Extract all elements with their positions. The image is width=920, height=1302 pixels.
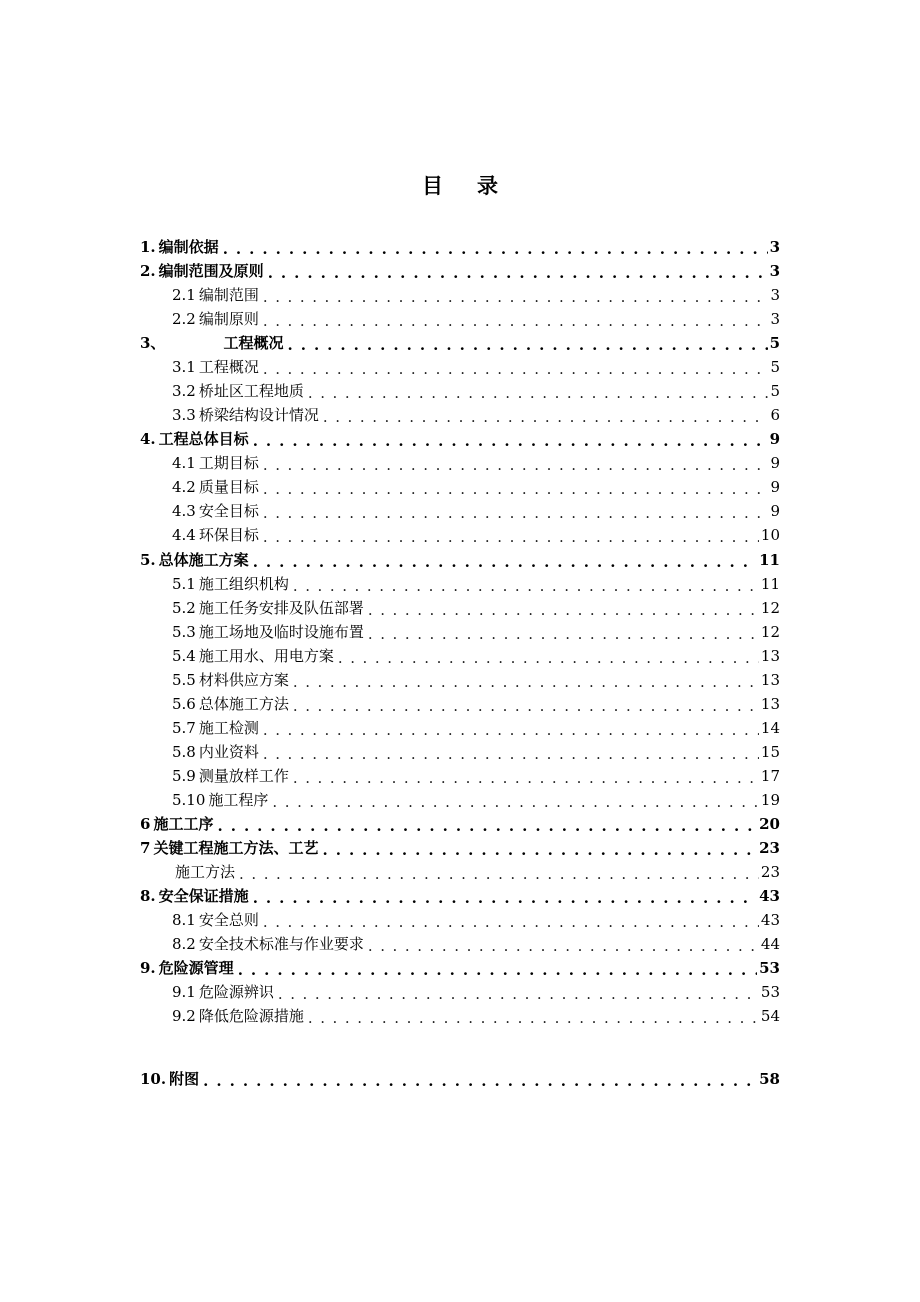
toc-entry-title: 工期目标: [198, 454, 259, 472]
toc-subentry[interactable]: [172, 930, 780, 954]
toc-page-number: 14: [760, 719, 780, 737]
toc-entry-number: 8.1: [172, 911, 196, 929]
toc-subentry[interactable]: [172, 714, 780, 738]
toc-subentry[interactable]: [172, 377, 780, 401]
toc-entry-title: 总体施工方法: [198, 695, 289, 713]
toc-leader-dots: [338, 648, 759, 666]
toc-entry-title: 施工组织机构: [198, 575, 289, 593]
toc-subentry[interactable]: [172, 738, 780, 762]
toc-entry[interactable]: [140, 810, 780, 834]
toc-entry-title: 工程概况: [198, 358, 259, 376]
toc-leader-dots: [368, 600, 759, 618]
toc-entry-label: [172, 598, 366, 618]
toc-leader-dots: [263, 311, 768, 329]
toc-entry-title: 降低危险源措施: [198, 1007, 304, 1025]
toc-page-number: 15: [760, 743, 780, 761]
toc-entry-label: [172, 453, 261, 473]
toc-leader-dots: [263, 744, 759, 762]
toc-entry-title: 编制依据: [158, 238, 219, 256]
toc-entry[interactable]: [140, 546, 780, 570]
toc-entry[interactable]: [140, 834, 780, 858]
toc-subentry[interactable]: [172, 858, 780, 882]
toc-subentry[interactable]: [172, 449, 780, 473]
toc-entry-label: [172, 1006, 306, 1026]
toc-entry[interactable]: [140, 1065, 780, 1089]
toc-page-number: 43: [760, 911, 780, 929]
toc-entry-title: 施工方法: [175, 863, 236, 881]
toc-page-number: 9: [769, 430, 780, 448]
toc-entry-label: [172, 381, 306, 401]
toc-subentry[interactable]: [172, 978, 780, 1002]
toc-subentry[interactable]: [172, 473, 780, 497]
toc-subentry[interactable]: [172, 1002, 780, 1026]
toc-leader-dots: [253, 552, 757, 570]
toc-leader-dots: [293, 696, 759, 714]
toc-subentry[interactable]: [172, 906, 780, 930]
toc-entry-title: 质量目标: [198, 478, 259, 496]
toc-page-number: 20: [759, 815, 780, 833]
toc-subentry[interactable]: [172, 618, 780, 642]
toc-leader-dots: [263, 912, 759, 930]
toc-entry-label: [140, 838, 320, 858]
toc-entry-title: 安全保证措施: [158, 887, 249, 905]
toc-entry-title: 工程总体目标: [158, 430, 249, 448]
title-char-1: 目: [422, 173, 443, 198]
toc-entry-label: [172, 574, 291, 594]
toc-entry-label: [172, 694, 291, 714]
toc-page-number: 9: [770, 478, 780, 496]
toc-entry-number: 10.: [140, 1070, 167, 1088]
toc-entry-label: [140, 333, 285, 353]
toc-entry-label: [172, 309, 261, 329]
toc-entry[interactable]: [140, 425, 780, 449]
toc-leader-dots: [293, 576, 759, 594]
toc-entry-label: [140, 237, 221, 257]
toc-entry-number: 9.2: [172, 1007, 196, 1025]
toc-page-number: 13: [760, 671, 780, 689]
toc-entry-number: 6: [140, 815, 151, 833]
toc-leader-dots: [287, 335, 767, 353]
title-char-2: 录: [477, 173, 498, 198]
toc-entry-title: 桥梁结构设计情况: [198, 406, 319, 424]
toc-entry[interactable]: [140, 882, 780, 906]
toc-subentry[interactable]: [172, 570, 780, 594]
toc-entry-label: [172, 501, 261, 521]
toc-entry-title: 附图: [169, 1070, 200, 1088]
toc-entry-label: [172, 525, 261, 545]
toc-page-number: 5: [770, 382, 780, 400]
toc-page-number: 13: [760, 647, 780, 665]
toc-leader-dots: [263, 527, 759, 545]
toc-entry-number: 5.5: [172, 671, 196, 689]
toc-leader-dots: [263, 503, 768, 521]
toc-leader-dots: [323, 407, 768, 425]
toc-leader-dots: [322, 840, 757, 858]
toc-entry[interactable]: [140, 257, 780, 281]
toc-entry-label: [172, 982, 276, 1002]
toc-leader-dots: [368, 624, 759, 642]
toc-entry-label: [172, 670, 291, 690]
toc-page-number: 5: [769, 334, 780, 352]
toc-subentry[interactable]: [172, 281, 780, 305]
toc-entry-title: 测量放样工作: [198, 767, 289, 785]
toc-page-number: 3: [770, 286, 780, 304]
toc-entry-number: 2.: [140, 262, 156, 280]
toc-page-number: 3: [770, 310, 780, 328]
toc-subentry[interactable]: [172, 690, 780, 714]
toc-page-number: 9: [770, 502, 780, 520]
toc-subentry[interactable]: [172, 305, 780, 329]
toc-entry-label: [172, 742, 261, 762]
toc-leader-dots: [217, 816, 757, 834]
toc-entry-number: 2.1: [172, 286, 196, 304]
toc-page-number: 13: [760, 695, 780, 713]
toc-entry-number: 5.10: [172, 791, 206, 809]
toc-entry-number: 4.2: [172, 478, 196, 496]
toc-entry-label: [172, 405, 321, 425]
toc-entry-number: 4.4: [172, 526, 196, 544]
toc-page-number: 9: [770, 454, 780, 472]
toc-page-number: 54: [760, 1007, 780, 1025]
toc-subentry[interactable]: [172, 786, 780, 810]
toc-entry-label: [172, 357, 261, 377]
toc-entry-label: [172, 718, 261, 738]
toc-entry-number: 5.: [140, 551, 156, 569]
toc-page-number: 3: [769, 262, 780, 280]
toc-entry-title: 桥址区工程地质: [198, 382, 304, 400]
toc-entry-title: 施工程序: [208, 791, 269, 809]
toc-page-number: 5: [770, 358, 780, 376]
toc-subentry[interactable]: [172, 594, 780, 618]
toc-subentry[interactable]: [172, 497, 780, 521]
toc-entry-title: 危险源管理: [158, 959, 234, 977]
toc-entry-number: 5.4: [172, 647, 196, 665]
toc-entry-label: [140, 814, 215, 834]
toc-entry-label: [140, 261, 266, 281]
toc-leader-dots: [272, 792, 758, 810]
toc-leader-dots: [368, 936, 759, 954]
toc-page-number: 58: [759, 1070, 780, 1088]
toc-entry-label: [172, 862, 237, 882]
toc-entry-label: [140, 958, 236, 978]
toc-entry-number: 4.1: [172, 454, 196, 472]
toc-entry-number: 3.3: [172, 406, 196, 424]
toc-entry-number: 3.1: [172, 358, 196, 376]
toc-subentry[interactable]: [172, 401, 780, 425]
toc-leader-dots: [223, 239, 768, 257]
toc-entry-number: 5.2: [172, 599, 196, 617]
toc-subentry[interactable]: [172, 353, 780, 377]
toc-leader-dots: [238, 960, 757, 978]
toc-leader-dots: [253, 888, 757, 906]
toc-page-number: 23: [759, 839, 780, 857]
toc-page-number: 12: [760, 599, 780, 617]
toc-leader-dots: [263, 479, 768, 497]
toc-entry-number: 5.8: [172, 743, 196, 761]
toc-entry-label: [140, 886, 251, 906]
toc-entry-title: 安全总则: [198, 911, 259, 929]
toc-leader-dots: [203, 1071, 757, 1089]
toc-entry-label: [140, 429, 251, 449]
toc-page-number: 3: [769, 238, 780, 256]
toc-entry-label: [140, 550, 251, 570]
toc-leader-dots: [263, 720, 759, 738]
toc-entry-number: 4.3: [172, 502, 196, 520]
toc-leader-dots: [308, 1008, 759, 1026]
toc-entry-title: 内业资料: [198, 743, 259, 761]
toc-entry-title: 编制范围: [198, 286, 259, 304]
toc-page-number: 53: [760, 983, 780, 1001]
toc-leader-dots: [263, 287, 768, 305]
toc-leader-dots: [278, 984, 759, 1002]
toc-entry-number: 5.7: [172, 719, 196, 737]
toc-page-number: 53: [759, 959, 780, 977]
toc-entry-title: 安全技术标准与作业要求: [198, 935, 364, 953]
toc-page-number: 43: [759, 887, 780, 905]
toc-leader-dots: [239, 864, 759, 882]
toc-entry-title: 施工检测: [198, 719, 259, 737]
toc-entry-title: 材料供应方案: [198, 671, 289, 689]
toc-entry-title: 关键工程施工方法、工艺: [153, 839, 319, 857]
toc-entry-number: 3、: [140, 334, 166, 352]
toc-entry-number: 4.: [140, 430, 156, 448]
toc-leader-dots: [263, 359, 768, 377]
toc-entry-title: 总体施工方案: [158, 551, 249, 569]
toc-entry[interactable]: [140, 329, 780, 353]
toc-entry-title: 施工用水、用电方案: [198, 647, 334, 665]
toc-entry-label: [172, 646, 336, 666]
toc-page-number: 11: [760, 575, 780, 593]
toc-leader-dots: [308, 383, 768, 401]
toc-leader-dots: [293, 672, 759, 690]
toc-entry-number: 5.9: [172, 767, 196, 785]
toc-entry-title: 施工任务安排及队伍部署: [198, 599, 364, 617]
toc-entry[interactable]: [140, 954, 780, 978]
toc-entry-number: 8.: [140, 887, 156, 905]
toc-entry-title: 安全目标: [198, 502, 259, 520]
toc-entry-number: 5.1: [172, 575, 196, 593]
toc-leader-dots: [263, 455, 768, 473]
toc-entry-number: 9.: [140, 959, 156, 977]
toc-subentry[interactable]: [172, 762, 780, 786]
toc-page-number: 11: [759, 551, 780, 569]
toc-entry-label: [140, 1069, 201, 1089]
toc-entry-label: [172, 790, 270, 810]
toc-entry[interactable]: [140, 233, 780, 257]
toc-entry-number: 8.2: [172, 935, 196, 953]
toc-leader-dots: [268, 263, 768, 281]
toc-subentry[interactable]: [172, 666, 780, 690]
toc-entry-label: [172, 766, 291, 786]
toc-subentry[interactable]: [172, 521, 780, 545]
toc-page-number: 44: [760, 935, 780, 953]
toc-page-number: 6: [770, 406, 780, 424]
toc-entry-number: 2.2: [172, 310, 196, 328]
toc-page-number: 23: [760, 863, 780, 881]
toc-leader-dots: [293, 768, 759, 786]
toc-entry-number: 3.2: [172, 382, 196, 400]
toc-subentry[interactable]: [172, 642, 780, 666]
toc-entry-label: [172, 910, 261, 930]
toc-entry-label: [172, 477, 261, 497]
toc-entry-number: 5.3: [172, 623, 196, 641]
toc-page-number: 10: [760, 526, 780, 544]
toc-entry-number: 9.1: [172, 983, 196, 1001]
toc-entry-title: 危险源辨识: [198, 983, 274, 1001]
toc-entry-label: [172, 285, 261, 305]
toc-entry-title: 工程概况: [223, 334, 284, 352]
toc-page-number: 17: [760, 767, 780, 785]
toc-entry-label: [172, 622, 366, 642]
toc-page-number: 12: [760, 623, 780, 641]
toc-entry-number: 5.6: [172, 695, 196, 713]
toc-entry-title: 编制原则: [198, 310, 259, 328]
toc-entry-label: [172, 934, 366, 954]
toc-entry-title: 编制范围及原则: [158, 262, 264, 280]
toc-leader-dots: [253, 431, 768, 449]
toc-entry-title: 施工工序: [153, 815, 214, 833]
toc-entry-title: 施工场地及临时设施布置: [198, 623, 364, 641]
toc-page-number: 19: [760, 791, 780, 809]
toc-entry-number: 7: [140, 839, 151, 857]
toc-entry-number: 1.: [140, 238, 156, 256]
page-title: [0, 170, 920, 200]
toc-entry-title: 环保目标: [198, 526, 259, 544]
